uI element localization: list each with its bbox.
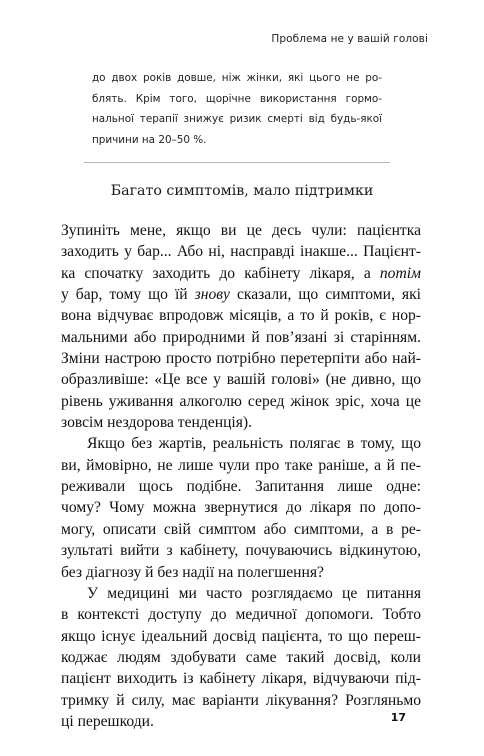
body-line: чому? Чому можна звернутися до лікаря по допо- (61, 499, 421, 517)
sidebar-line: нальної терапії знижує ризик смерті від будь-якої (92, 113, 382, 125)
body-line: ка спочатку заходить до кабінету лікаря, а потім (61, 264, 421, 282)
emphasis-text: знову (194, 286, 230, 304)
body-line: ці перешкоди. (61, 712, 154, 730)
body-line: ви, ймовірно, не лише чули про таке раніше, а й пе- (61, 456, 421, 474)
body-line: без діагнозу й без надії на полегшення? (61, 563, 324, 581)
body-line: Якщо без жартів, реальність полягає в тому, що (87, 435, 421, 453)
body-line: коджає людям здобувати саме такий досвід, коли (61, 648, 421, 666)
body-line: мальними або природними й пов’язані зі старінням. (61, 328, 421, 346)
sidebar-line: блять. Крім того, щорічне використання гормо- (92, 92, 382, 105)
body-line: образливіше: «Це все у вашій голові» (не дивно, що (61, 371, 421, 389)
body-line: реживали щось подібне. Запитання лише одне: (61, 478, 421, 496)
page-number: 17 (390, 711, 406, 724)
body-line: заходить у бар... Або ні, насправді інакше... Пацієнт- (61, 243, 421, 261)
emphasis-text: потім (379, 264, 421, 282)
body-line: рівень уживання алкоголю серед жінок зріс, хоча це (61, 392, 421, 410)
body-paragraph (61, 433, 421, 582)
body-line: у бар, тому що їй знову сказали, що симптоми, які (61, 286, 421, 304)
section-divider (84, 162, 390, 163)
running-head: Проблема не у вашій голові (271, 33, 428, 45)
body-line: могу, описати свій симптом або симптоми, а в ре- (61, 520, 421, 538)
body-line: вона відчуває впродовж місяців, а то й років, є нор- (61, 307, 421, 325)
body-line: Зміни настрою просто потрібно перетерпіти або най- (61, 350, 421, 368)
sidebar-box (84, 68, 390, 150)
body-line: тримку й силу, має варіанти лікування? Розгляньмо (61, 691, 421, 709)
sidebar-line: до двох років довше, ніж жінки, які цього не ро- (92, 72, 382, 84)
body-line: Зупиніть мене, якщо ви це десь чули: пацієнтка (61, 222, 421, 239)
sidebar-text (84, 68, 390, 150)
body-line: якщо існує ідеальний досвід пацієнта, то що переш- (61, 627, 421, 645)
body-text (61, 220, 421, 732)
body-paragraph (61, 220, 421, 433)
body-line: зовсім нездорова тенденція). (61, 414, 253, 432)
body-line: в контексті доступу до медичної допомоги. Тобто (61, 606, 421, 624)
body-paragraph (61, 583, 421, 732)
section-heading: Багато симптомів, мало підтримки (110, 183, 374, 199)
sidebar-line: причини на 20–50 %. (92, 133, 207, 146)
body-line: пацієнт виходить із кабінету лікаря, відчуваючи під- (61, 670, 421, 688)
body-line: У медицині ми часто розглядаємо це питання (87, 584, 421, 602)
body-line: зультаті вийти з кабінету, почуваючись відкинутою, (61, 542, 421, 560)
